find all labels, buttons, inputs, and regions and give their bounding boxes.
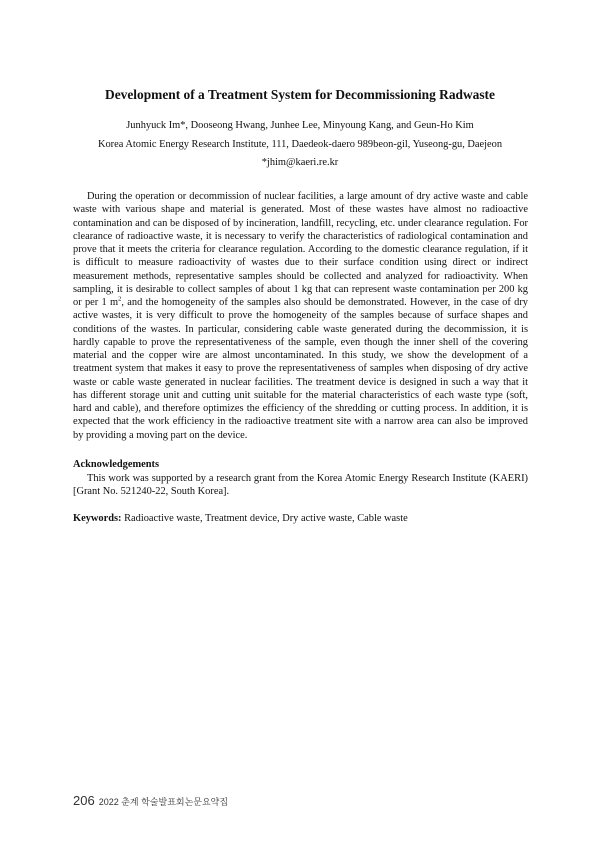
paper-title: Development of a Treatment System for Decommissioning Radwaste xyxy=(105,87,495,102)
keywords-label: Keywords: xyxy=(73,513,122,524)
affiliation: Korea Atomic Energy Research Institute, 111, Daedeok-daero 989beon-gil, Yuseong-gu, Daejeon xyxy=(97,139,503,150)
contact-email: *jhim@kaeri.re.kr xyxy=(261,157,339,168)
author-list: Junhyuck Im*, Dooseong Hwang, Junhee Lee, Minyoung Kang, and Geun-Ho Kim xyxy=(126,120,474,131)
keywords-line xyxy=(73,513,533,524)
abstract-text-part1: During the operation or decommission of nuclear facilities, a large amount of dry active waste and cable waste with various shape and material is generated. Most of these wastes have almost no radioactive contamination and can be disposed of by incineration, landfill, recycling, etc. under clearance regulation. For clearance of radioactive waste, it is necessary to verify the characteristics of radiological contamination and prove that it meets the criteria for clearance regulation. According to the domestic clearance regulation, if it is difficult to measure radioactivity of wastes due to their surface condition using direct or indirect measurement methods, representative samples should be collected and analyzed for radioactivity. When sampling, it is desirable to collect samples of about 1 kg that can represent waste contamination per 200 kg or per 1 m xyxy=(73,191,528,308)
acknowledgements-body: This work was supported by a research grant from the Korea Atomic Energy Research Institute (KAERI) [Grant No. 521240-22, South Korea]. xyxy=(73,473,528,498)
page-footer xyxy=(73,792,228,810)
abstract-body xyxy=(73,190,528,442)
page-number: 206 xyxy=(73,793,95,808)
journal-name: 2022 춘계 학술발표회논문요약집 xyxy=(98,797,229,807)
acknowledgements-heading: Acknowledgements xyxy=(73,459,160,470)
abstract-superscript: 2 xyxy=(118,295,122,303)
abstract-text-part2: , and the homogeneity of the samples also should be demonstrated. However, in the case of dry active wastes, it is very difficult to prove the homogeneity of the samples because of surface shapes and conditions of the wastes. In particular, considering cable waste generated during the decommission, it is hardly capable to prove the representativeness of the sample, even though the inner shell of the covering material and the copper wire are almost uncontaminated. In this study, we show the development of a treatment system that makes it easy to prove the representativeness of samples when disposing of dry active waste or cable waste generated in nuclear facilities. The treatment device is designed in such a way that it has different storage unit and cutting unit suitable for the material characteristics of each waste type (soft, hard and cable), and therefore optimizes the efficiency of the shredding or cutting process. In addition, it is expected that the work efficiency in the radioactive treatment site with a narrow area can also be improved by providing a moving part on the device. xyxy=(73,297,528,441)
keywords-text: Radioactive waste, Treatment device, Dry active waste, Cable waste xyxy=(121,513,408,524)
